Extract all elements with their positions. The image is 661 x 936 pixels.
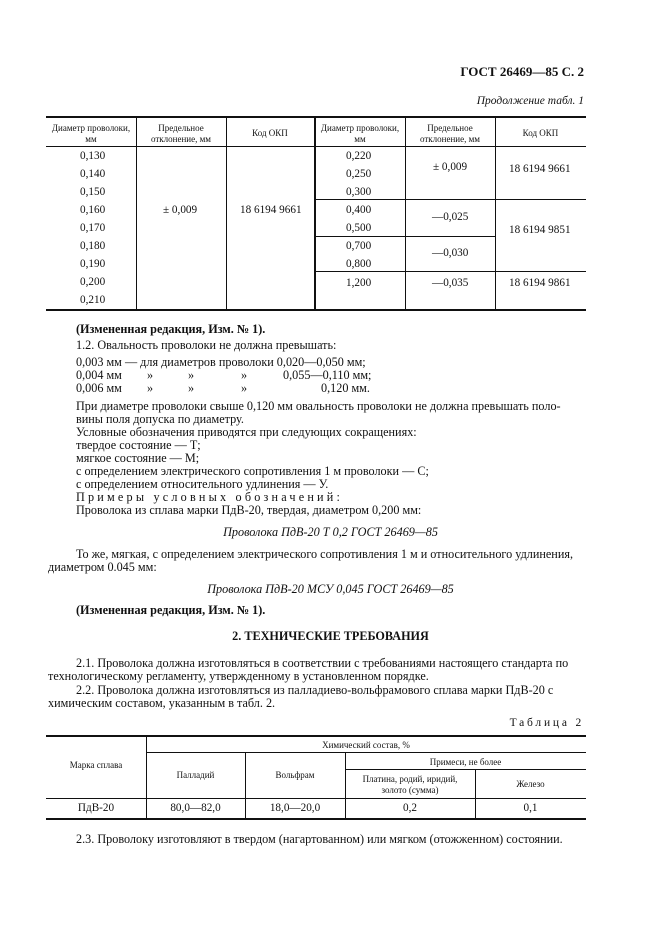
ditto-mark: »	[188, 381, 195, 395]
table1-cell-tolerance-2: —0,035	[432, 277, 469, 289]
paragraph-text: При диаметре проволоки свыше 0,120 мм овальность проволоки не должна превышать поло-	[76, 399, 561, 413]
table1-cell-okp-2: 18 6194 9861	[509, 277, 571, 289]
paragraph-2-1: технологическому регламенту, утвержденному в установленном порядке.	[48, 669, 429, 683]
example-text: То же, мягкая, с определением электрического сопротивления 1 м и относительного удлинения,	[76, 547, 574, 561]
conventions-intro: Условные обозначения приводятся при следующих сокращениях:	[76, 425, 417, 439]
paragraph-text: вины поля допуска по диаметру.	[76, 412, 244, 426]
table-continuation-label: Продолжение табл. 1	[476, 95, 584, 107]
table2-cell-alloy: ПдВ-20	[77, 802, 115, 814]
section-heading: 2. ТЕХНИЧЕСКИЕ ТРЕБОВАНИЯ	[232, 629, 429, 643]
paragraph-2-2: химическим составом, указанным в табл. 2.	[48, 696, 276, 710]
table1-cell-okp-2: 18 6194 9851	[509, 224, 571, 236]
ditto-mark: »	[241, 368, 248, 382]
ditto-mark: »	[241, 381, 248, 395]
table1-cell-okp: 18 6194 9661	[240, 204, 302, 216]
table1-divider	[405, 116, 406, 310]
table1-cell-diameter-2: 0,500	[346, 222, 372, 234]
table1-cell-diameter: 0,190	[80, 258, 106, 270]
table1-divider	[226, 116, 227, 310]
table1-cell-diameter-2: 0,400	[346, 204, 372, 216]
table1-cell-diameter: 0,130	[80, 150, 106, 162]
table1-cell-tolerance-2: —0,030	[432, 247, 469, 259]
paragraph-2-1: 2.1. Проволока должна изготовляться в соответствии с требованиями настоящего стандарта по	[76, 656, 569, 670]
table2-header-chem: Химический состав, %	[322, 740, 410, 750]
table2-bottom-border	[46, 818, 586, 820]
example-code: Проволока ПдВ-20 Т 0,2 ГОСТ 26469—85	[223, 525, 438, 539]
table2-caption: Таблица 2	[509, 717, 584, 729]
table2-header-pt: Платина, родий, иридий, золото (сумма)	[362, 774, 458, 795]
table1-cell-diameter: 0,150	[80, 186, 106, 198]
ditto-mark: »	[147, 368, 154, 382]
table1-top-border	[46, 116, 586, 118]
table1-cell-tolerance-2: ± 0,009	[433, 161, 468, 173]
table1-divider	[314, 116, 316, 310]
amendment-note: (Измененная редакция, Изм. № 1).	[76, 603, 266, 617]
table2-cell-fe: 0,1	[523, 802, 538, 814]
table1-header-okp: Код ОКП	[252, 128, 288, 138]
table2-row-border	[345, 769, 586, 770]
table1-cell-tolerance-2: —0,025	[432, 211, 469, 223]
table2-header-alloy: Марка сплава	[69, 760, 123, 770]
convention-item: с определением относительного удлинения — У.	[76, 477, 329, 491]
table2-header-impurities: Примеси, не более	[429, 757, 502, 767]
table1-cell-diameter: 0,180	[80, 240, 106, 252]
table1-cell-diameter-2: 0,800	[346, 258, 372, 270]
ovality-row: 0,003 мм — для диаметров проволоки 0,020—0,050 мм;	[76, 355, 366, 369]
table1-cell-diameter: 0,200	[80, 276, 106, 288]
paragraph-2-2: 2.2. Проволока должна изготовляться из палладиево-вольфрамового сплава марки ПдВ-20 с	[76, 683, 554, 697]
paragraph-1-2: 1.2. Овальность проволоки не должна превышать:	[76, 338, 337, 352]
table2-header-pd: Палладий	[176, 770, 215, 780]
convention-item: с определением электрического сопротивления 1 м проволоки — С;	[76, 464, 429, 478]
table2-header-border	[46, 798, 586, 799]
table2-header-w: Вольфрам	[275, 770, 315, 780]
table1-cell-tolerance: ± 0,009	[163, 204, 198, 216]
table1-cell-diameter-2: 0,250	[346, 168, 372, 180]
convention-item: твердое состояние — Т;	[76, 438, 201, 452]
table1-cell-diameter: 0,160	[80, 204, 106, 216]
ditto-mark: »	[147, 381, 154, 395]
example-code: Проволока ПдВ-20 МСУ 0,045 ГОСТ 26469—85	[207, 582, 454, 596]
table2-top-border	[46, 735, 586, 737]
table1-cell-diameter: 0,140	[80, 168, 106, 180]
table1-cell-okp-2: 18 6194 9661	[509, 163, 571, 175]
amendment-note: (Измененная редакция, Изм. № 1).	[76, 322, 266, 336]
table1-header-okp-2: Код ОКП	[522, 128, 559, 138]
convention-item: мягкое состояние — М;	[76, 451, 200, 465]
table1-cell-diameter: 0,170	[80, 222, 106, 234]
table2-cell-pt: 0,2	[403, 802, 417, 814]
table1-divider	[495, 116, 496, 310]
table1-header-diameter-2: Диаметр проволоки, мм	[320, 123, 400, 144]
table1-header-tolerance: Предельное отклонение, мм	[150, 123, 211, 144]
example-text: Проволока из сплава марки ПдВ-20, твердая, диаметром 0,200 мм:	[76, 503, 422, 517]
table1-cell-diameter-2: 0,700	[346, 240, 372, 252]
table1-divider	[136, 116, 137, 310]
example-text: диаметром 0.045 мм:	[48, 560, 157, 574]
table1-row-border	[314, 236, 495, 237]
table1-header-diameter: Диаметр проволоки, мм	[51, 123, 131, 144]
table1-header-border	[46, 146, 586, 147]
ovality-row-size: 0,006 мм	[76, 381, 122, 395]
ditto-mark: »	[188, 368, 195, 382]
table2-cell-pd: 80,0—82,0	[170, 802, 221, 814]
paragraph-2-3: 2.3. Проволоку изготовляют в твердом (нагартованном) или мягком (отожженном) состоянии.	[76, 832, 563, 846]
examples-heading: Примеры условных обозначений:	[76, 490, 344, 504]
table1-bottom-border	[46, 309, 586, 311]
table1-row-border	[314, 271, 586, 272]
table2-row-border	[146, 752, 586, 753]
ovality-row-range: 0,120 мм.	[321, 381, 370, 395]
table1-cell-diameter-2: 0,300	[346, 186, 372, 198]
table2-cell-w: 18,0—20,0	[269, 802, 321, 814]
table1-cell-diameter-2: 1,200	[346, 277, 372, 289]
table1-cell-diameter-2: 0,220	[346, 150, 372, 162]
table1-row-border	[314, 199, 586, 200]
ovality-row-size: 0,004 мм	[76, 368, 122, 382]
ovality-row-range: 0,055—0,110 мм;	[283, 368, 372, 382]
table2-header-fe: Железо	[516, 779, 545, 789]
table1-header-tolerance-2: Предельное отклонение, мм	[419, 123, 480, 144]
document-id: ГОСТ 26469—85 С. 2	[460, 64, 584, 79]
table1-cell-diameter: 0,210	[80, 294, 106, 306]
